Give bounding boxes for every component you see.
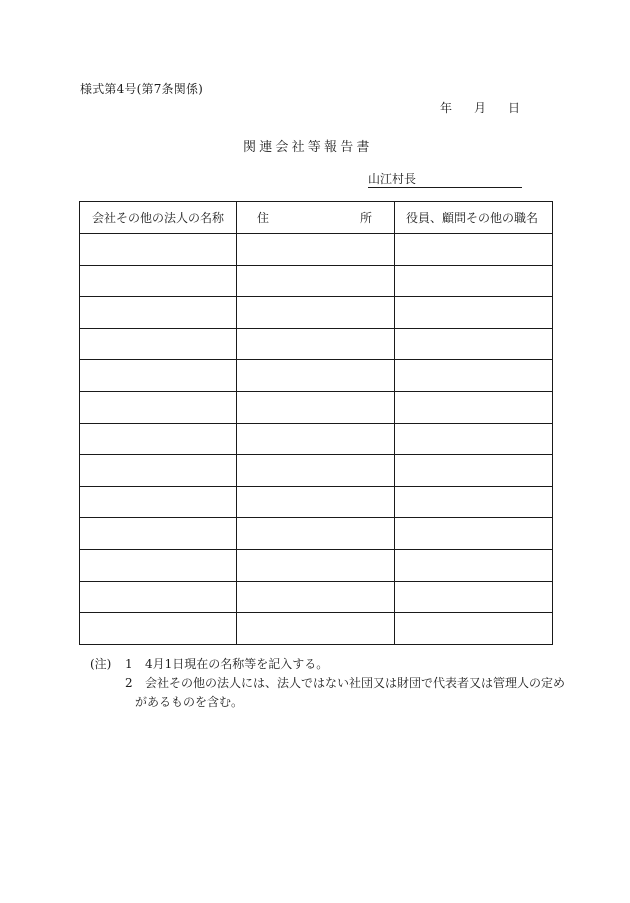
column-header-company-name: 会社その他の法人の名称 <box>80 202 237 234</box>
company-name-cell[interactable] <box>80 455 237 487</box>
table-row <box>80 486 553 518</box>
note-2-continuation: があるものを含む。 <box>135 695 244 709</box>
company-name-cell[interactable] <box>80 360 237 392</box>
form-number: 様式第4号(第7条関係) <box>80 82 204 96</box>
table-row <box>80 613 553 645</box>
table-row <box>80 234 553 266</box>
table-row <box>80 360 553 392</box>
position-cell[interactable] <box>395 423 553 455</box>
table-row <box>80 455 553 487</box>
report-table <box>79 201 553 645</box>
address-header-right: 所 <box>359 211 372 225</box>
company-name-cell[interactable] <box>80 265 237 297</box>
column-header-address <box>237 202 395 234</box>
note-2-number: 2 <box>125 676 133 690</box>
position-cell[interactable] <box>395 360 553 392</box>
note-2-text: 会社その他の法人には、法人ではない社団又は財団で代表者又は管理人の定め <box>145 676 566 690</box>
address-cell[interactable] <box>237 486 395 518</box>
position-cell[interactable] <box>395 518 553 550</box>
position-cell[interactable] <box>395 455 553 487</box>
company-name-cell[interactable] <box>80 423 237 455</box>
address-cell[interactable] <box>237 613 395 645</box>
address-cell[interactable] <box>237 391 395 423</box>
address-cell[interactable] <box>237 265 395 297</box>
company-name-cell[interactable] <box>80 234 237 266</box>
note-1-text: 4月1日現在の名称等を記入する。 <box>145 657 329 671</box>
company-name-cell[interactable] <box>80 391 237 423</box>
date-day: 日 <box>508 101 521 115</box>
address-cell[interactable] <box>237 360 395 392</box>
address-cell[interactable] <box>237 328 395 360</box>
table-row <box>80 581 553 613</box>
position-cell[interactable] <box>395 581 553 613</box>
address-cell[interactable] <box>237 297 395 329</box>
table-row <box>80 423 553 455</box>
table-row <box>80 265 553 297</box>
table-row <box>80 518 553 550</box>
address-cell[interactable] <box>237 549 395 581</box>
addressee: 山江村長 <box>368 173 522 188</box>
notes-label: (注) <box>90 657 112 671</box>
table-row <box>80 297 553 329</box>
position-cell[interactable] <box>395 391 553 423</box>
company-name-cell[interactable] <box>80 328 237 360</box>
address-cell[interactable] <box>237 581 395 613</box>
table-row <box>80 328 553 360</box>
address-cell[interactable] <box>237 423 395 455</box>
notes <box>90 655 566 712</box>
address-header-left: 住 <box>257 211 270 225</box>
address-cell[interactable] <box>237 518 395 550</box>
table-row <box>80 549 553 581</box>
company-name-cell[interactable] <box>80 518 237 550</box>
position-cell[interactable] <box>395 613 553 645</box>
position-cell[interactable] <box>395 328 553 360</box>
position-cell[interactable] <box>395 265 553 297</box>
company-name-cell[interactable] <box>80 297 237 329</box>
date-year: 年 <box>440 101 453 115</box>
column-header-position: 役員、顧問その他の職名 <box>395 202 553 234</box>
position-cell[interactable] <box>395 486 553 518</box>
date-line <box>440 99 520 116</box>
date-month: 月 <box>474 101 487 115</box>
document-title: 関連会社等報告書 <box>243 140 373 155</box>
company-name-cell[interactable] <box>80 486 237 518</box>
position-cell[interactable] <box>395 549 553 581</box>
table-row <box>80 391 553 423</box>
company-name-cell[interactable] <box>80 581 237 613</box>
position-cell[interactable] <box>395 234 553 266</box>
address-cell[interactable] <box>237 455 395 487</box>
company-name-cell[interactable] <box>80 549 237 581</box>
table-header-row <box>80 202 553 234</box>
note-1-number: 1 <box>125 657 133 671</box>
position-cell[interactable] <box>395 297 553 329</box>
address-cell[interactable] <box>237 234 395 266</box>
company-name-cell[interactable] <box>80 613 237 645</box>
